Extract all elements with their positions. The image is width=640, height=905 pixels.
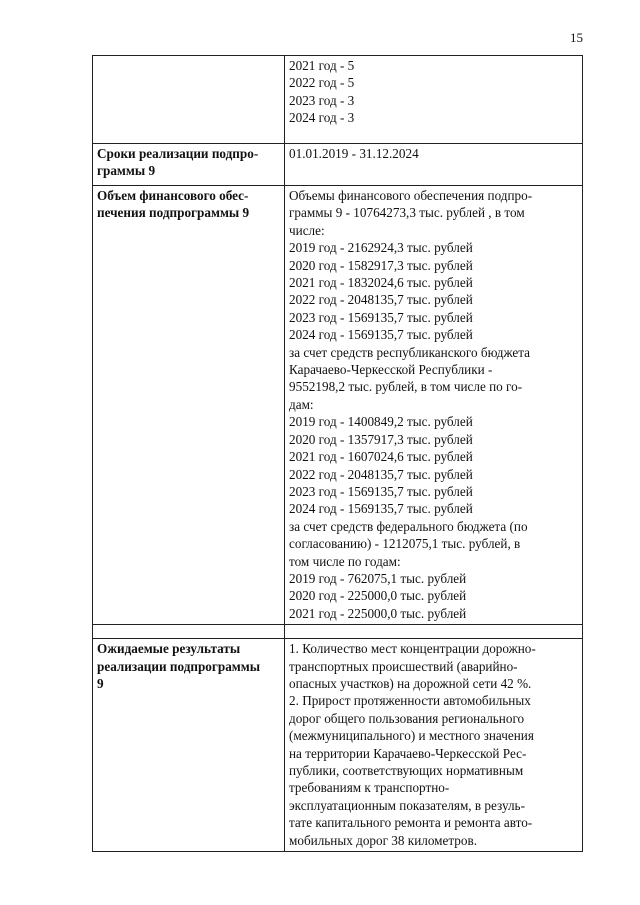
value-line: публики, соответствующих нормативным <box>289 763 524 778</box>
value-line: 2022 год - 2048135,7 тыс. рублей <box>289 466 473 482</box>
value-line: дам: <box>289 396 314 412</box>
value-line: 2. Прирост протяженности автомобильных <box>289 693 531 709</box>
value-line: эксплуатационным показателям, в резуль- <box>289 797 525 813</box>
row-value-cell <box>285 186 583 625</box>
value-line: 01.01.2019 - 31.12.2024 <box>289 146 419 161</box>
spacer-cell <box>285 625 583 639</box>
row-label-cell <box>93 56 285 144</box>
table-row <box>93 186 583 625</box>
value-line: 2021 год - 1832024,6 тыс. рублей <box>289 275 473 291</box>
row-label-cell <box>93 144 285 186</box>
row-value-cell <box>285 639 583 852</box>
label-line: Сроки реализации подпро- <box>97 146 259 161</box>
label-line: реализации подпрограммы <box>97 658 261 674</box>
spacer-cell <box>93 625 285 639</box>
value-line: числе: <box>289 222 325 238</box>
value-line: 2019 год - 2162924,3 тыс. рублей <box>289 240 473 256</box>
row-value-cell <box>285 56 583 144</box>
table-row <box>93 56 583 144</box>
value-line: 2021 год - 1607024,6 тыс. рублей <box>289 449 473 465</box>
value-line: 2021 год - 5 <box>289 58 355 73</box>
value-line: 9552198,2 тыс. рублей, в том числе по го- <box>289 379 523 395</box>
passport-table <box>92 55 583 852</box>
value-line: за счет средств федерального бюджета (по <box>289 518 528 534</box>
value-line: граммы 9 - 10764273,3 тыс. рублей , в том <box>289 205 525 221</box>
table-row <box>93 144 583 186</box>
row-label-cell <box>93 639 285 852</box>
row-value-cell <box>285 144 583 186</box>
value-line: 2020 год - 1582917,3 тыс. рублей <box>289 257 473 273</box>
value-line: 2022 год - 5 <box>289 75 355 91</box>
value-line: Объемы финансового обеспечения подпро- <box>289 188 533 203</box>
label-line: Объем финансового обес- <box>97 188 249 203</box>
value-line: 2022 год - 2048135,7 тыс. рублей <box>289 292 473 308</box>
value-line: тате капитального ремонта и ремонта авто- <box>289 815 533 831</box>
value-line: (межмуниципального) и местного значения <box>289 728 534 744</box>
value-line: транспортных происшествий (аварийно- <box>289 658 518 674</box>
value-line: требованиям к транспортно- <box>289 780 450 796</box>
value-line: 1. Количество мест концентрации дорожно- <box>289 641 536 657</box>
value-line: 2020 год - 225000,0 тыс. рублей <box>289 588 467 604</box>
value-line: 2024 год - 3 <box>289 110 355 126</box>
page-number: 15 <box>570 30 583 45</box>
value-line: опасных участков) на дорожной сети 42 %. <box>289 675 532 691</box>
value-line: согласованию) - 1212075,1 тыс. рублей, в <box>289 536 521 552</box>
value-line: 2023 год - 3 <box>289 92 355 108</box>
value-line: 2019 год - 762075,1 тыс. рублей <box>289 570 467 586</box>
value-line: мобильных дорог 38 километров. <box>289 832 478 848</box>
label-line: Ожидаемые результаты <box>97 641 241 657</box>
value-line: дорог общего пользования регионального <box>289 710 525 726</box>
table-row <box>93 639 583 852</box>
value-line: на территории Карачаево-Черкесской Рес- <box>289 745 527 761</box>
value-line: 2020 год - 1357917,3 тыс. рублей <box>289 431 473 447</box>
value-line: 2024 год - 1569135,7 тыс. рублей <box>289 327 473 343</box>
label-line: печения подпрограммы 9 <box>97 205 250 221</box>
value-line: том числе по годам: <box>289 553 401 569</box>
value-line: 2023 год - 1569135,7 тыс. рублей <box>289 483 473 499</box>
label-line: граммы 9 <box>97 163 156 179</box>
row-label-cell <box>93 186 285 625</box>
value-line: 2019 год - 1400849,2 тыс. рублей <box>289 414 473 430</box>
label-line: 9 <box>97 675 104 691</box>
value-line: Карачаево-Черкесской Республики - <box>289 362 493 378</box>
value-line: за счет средств республиканского бюджета <box>289 344 531 360</box>
table-row <box>93 625 583 639</box>
value-line: 2023 год - 1569135,7 тыс. рублей <box>289 309 473 325</box>
value-line: 2024 год - 1569135,7 тыс. рублей <box>289 501 473 517</box>
value-line: 2021 год - 225000,0 тыс. рублей <box>289 605 467 621</box>
